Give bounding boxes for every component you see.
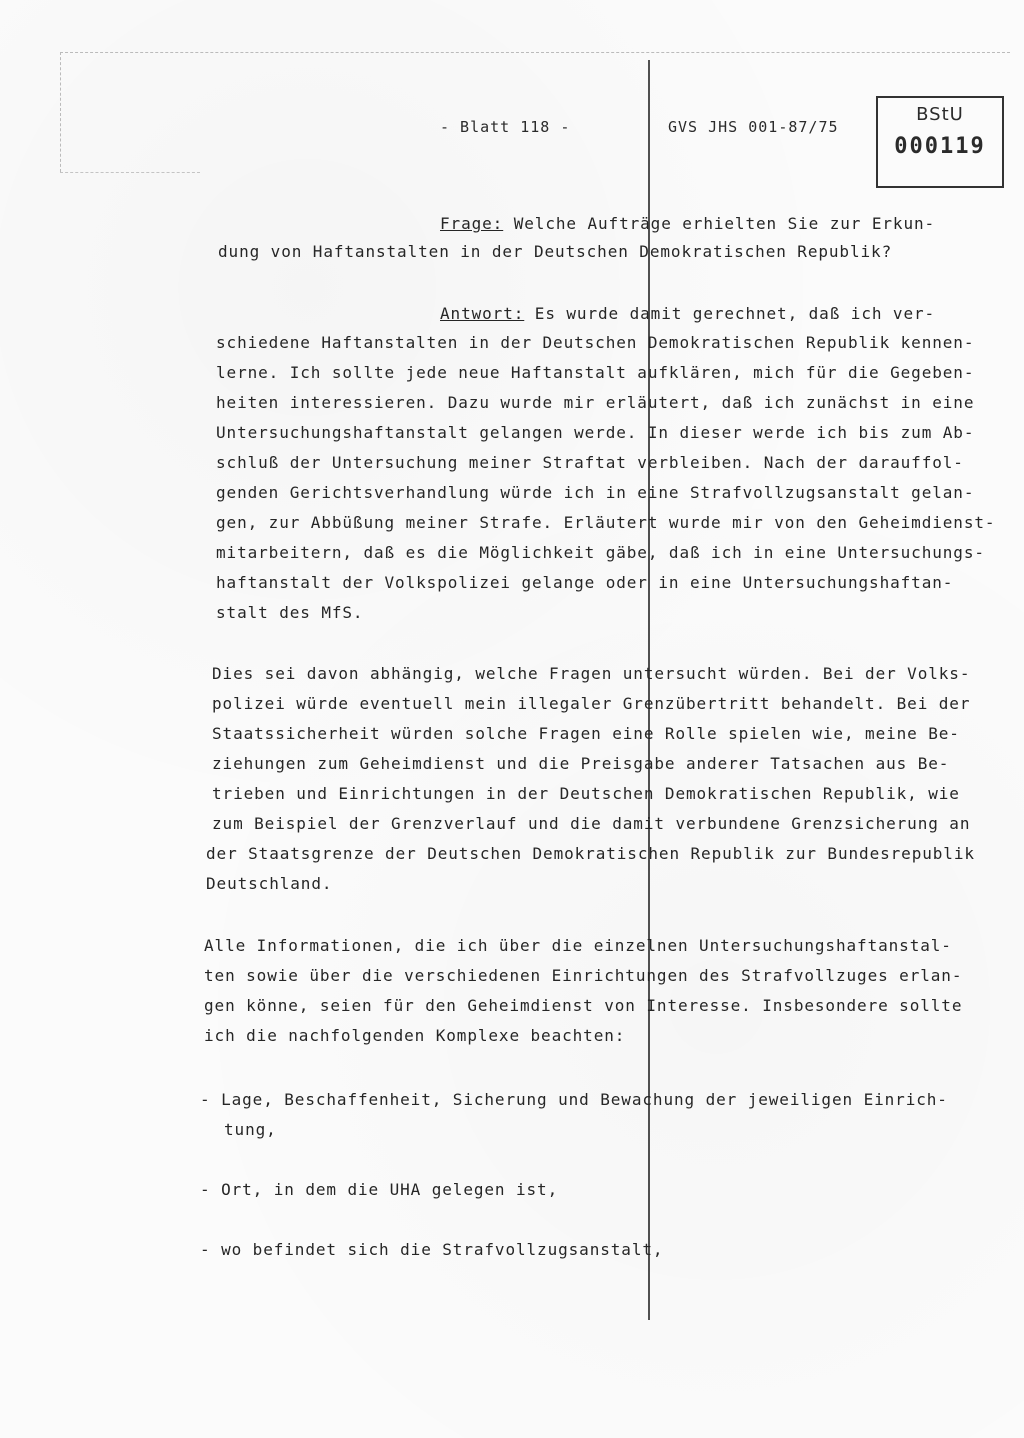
- paragraph-line: Alle Informationen, die ich über die einzelnen Untersuchungshaftanstal-: [204, 936, 952, 955]
- answer-label: Antwort:: [440, 304, 525, 323]
- paragraph-line: polizei würde eventuell mein illegaler Grenzübertritt behandelt. Bei der: [212, 694, 971, 713]
- answer-line: stalt des MfS.: [216, 603, 364, 622]
- sheet-number: - Blatt 118 -: [440, 118, 571, 136]
- question-label: Frage:: [440, 214, 504, 233]
- bullet-item: - Lage, Beschaffenheit, Sicherung und Bewachung der jeweiligen Einrich-: [200, 1090, 948, 1109]
- answer-line: schluß der Untersuchung meiner Straftat verbleiben. Nach der darauffol-: [216, 453, 964, 472]
- answer-line: lerne. Ich sollte jede neue Haftanstalt aufklären, mich für die Gegeben-: [216, 363, 975, 382]
- answer-line: genden Gerichtsverhandlung würde ich in eine Strafvollzugsanstalt gelan-: [216, 483, 975, 502]
- paragraph-line: Deutschland.: [206, 874, 333, 893]
- paragraph-line: Dies sei davon abhängig, welche Fragen untersucht würden. Bei der Volks-: [212, 664, 971, 683]
- bullet-item-continuation: tung,: [224, 1120, 277, 1139]
- paragraph-line: ten sowie über die verschiedenen Einrichtungen des Strafvollzuges erlan-: [204, 966, 963, 985]
- question-line-1: [440, 214, 935, 233]
- question-text: Welche Aufträge erhielten Sie zur Erkun-: [503, 214, 936, 233]
- paragraph-line: Staatssicherheit würden solche Fragen eine Rolle spielen wie, meine Be-: [212, 724, 960, 743]
- paragraph-line: gen könne, seien für den Geheimdienst von Interesse. Insbesondere sollte: [204, 996, 963, 1015]
- answer-line-1: [440, 304, 935, 323]
- paragraph-line: trieben und Einrichtungen in der Deutschen Demokratischen Republik, wie: [212, 784, 960, 803]
- paragraph-line: ich die nachfolgenden Komplexe beachten:: [204, 1026, 626, 1045]
- archive-stamp: [876, 96, 1004, 188]
- paragraph-line: zum Beispiel der Grenzverlauf und die damit verbundene Grenzsicherung an: [212, 814, 971, 833]
- bullet-item: - wo befindet sich die Strafvollzugsanstalt,: [200, 1240, 664, 1259]
- answer-line: Untersuchungshaftanstalt gelangen werde. In dieser werde ich bis zum Ab-: [216, 423, 975, 442]
- answer-line: haftanstalt der Volkspolizei gelange oder in eine Untersuchungshaftan-: [216, 573, 954, 592]
- photocopy-edge-left: [60, 52, 61, 172]
- photocopy-edge-top: [60, 52, 1010, 53]
- paragraph-line: ziehungen zum Geheimdienst und die Preisgabe anderer Tatsachen aus Be-: [212, 754, 950, 773]
- answer-line: heiten interessieren. Dazu wurde mir erläutert, daß ich zunächst in eine: [216, 393, 975, 412]
- photocopy-edge-mark: [60, 172, 200, 173]
- stamp-archive-name: BStU: [916, 104, 964, 125]
- bullet-item: - Ort, in dem die UHA gelegen ist,: [200, 1180, 559, 1199]
- question-line-2: dung von Haftanstalten in der Deutschen Demokratischen Republik?: [218, 242, 893, 261]
- answer-text: Es wurde damit gerechnet, daß ich ver-: [524, 304, 936, 323]
- paragraph-line: der Staatsgrenze der Deutschen Demokratischen Republik zur Bundesrepublik: [206, 844, 975, 863]
- answer-line: mitarbeitern, daß es die Möglichkeit gäbe, daß ich in eine Untersuchungs-: [216, 543, 985, 562]
- answer-line: gen, zur Abbüßung meiner Strafe. Erläutert wurde mir von den Geheimdienst-: [216, 513, 996, 532]
- stamp-page-number: 000119: [894, 134, 986, 159]
- document-reference: GVS JHS 001-87/75: [668, 118, 839, 136]
- answer-line: schiedene Haftanstalten in der Deutschen Demokratischen Republik kennen-: [216, 333, 975, 352]
